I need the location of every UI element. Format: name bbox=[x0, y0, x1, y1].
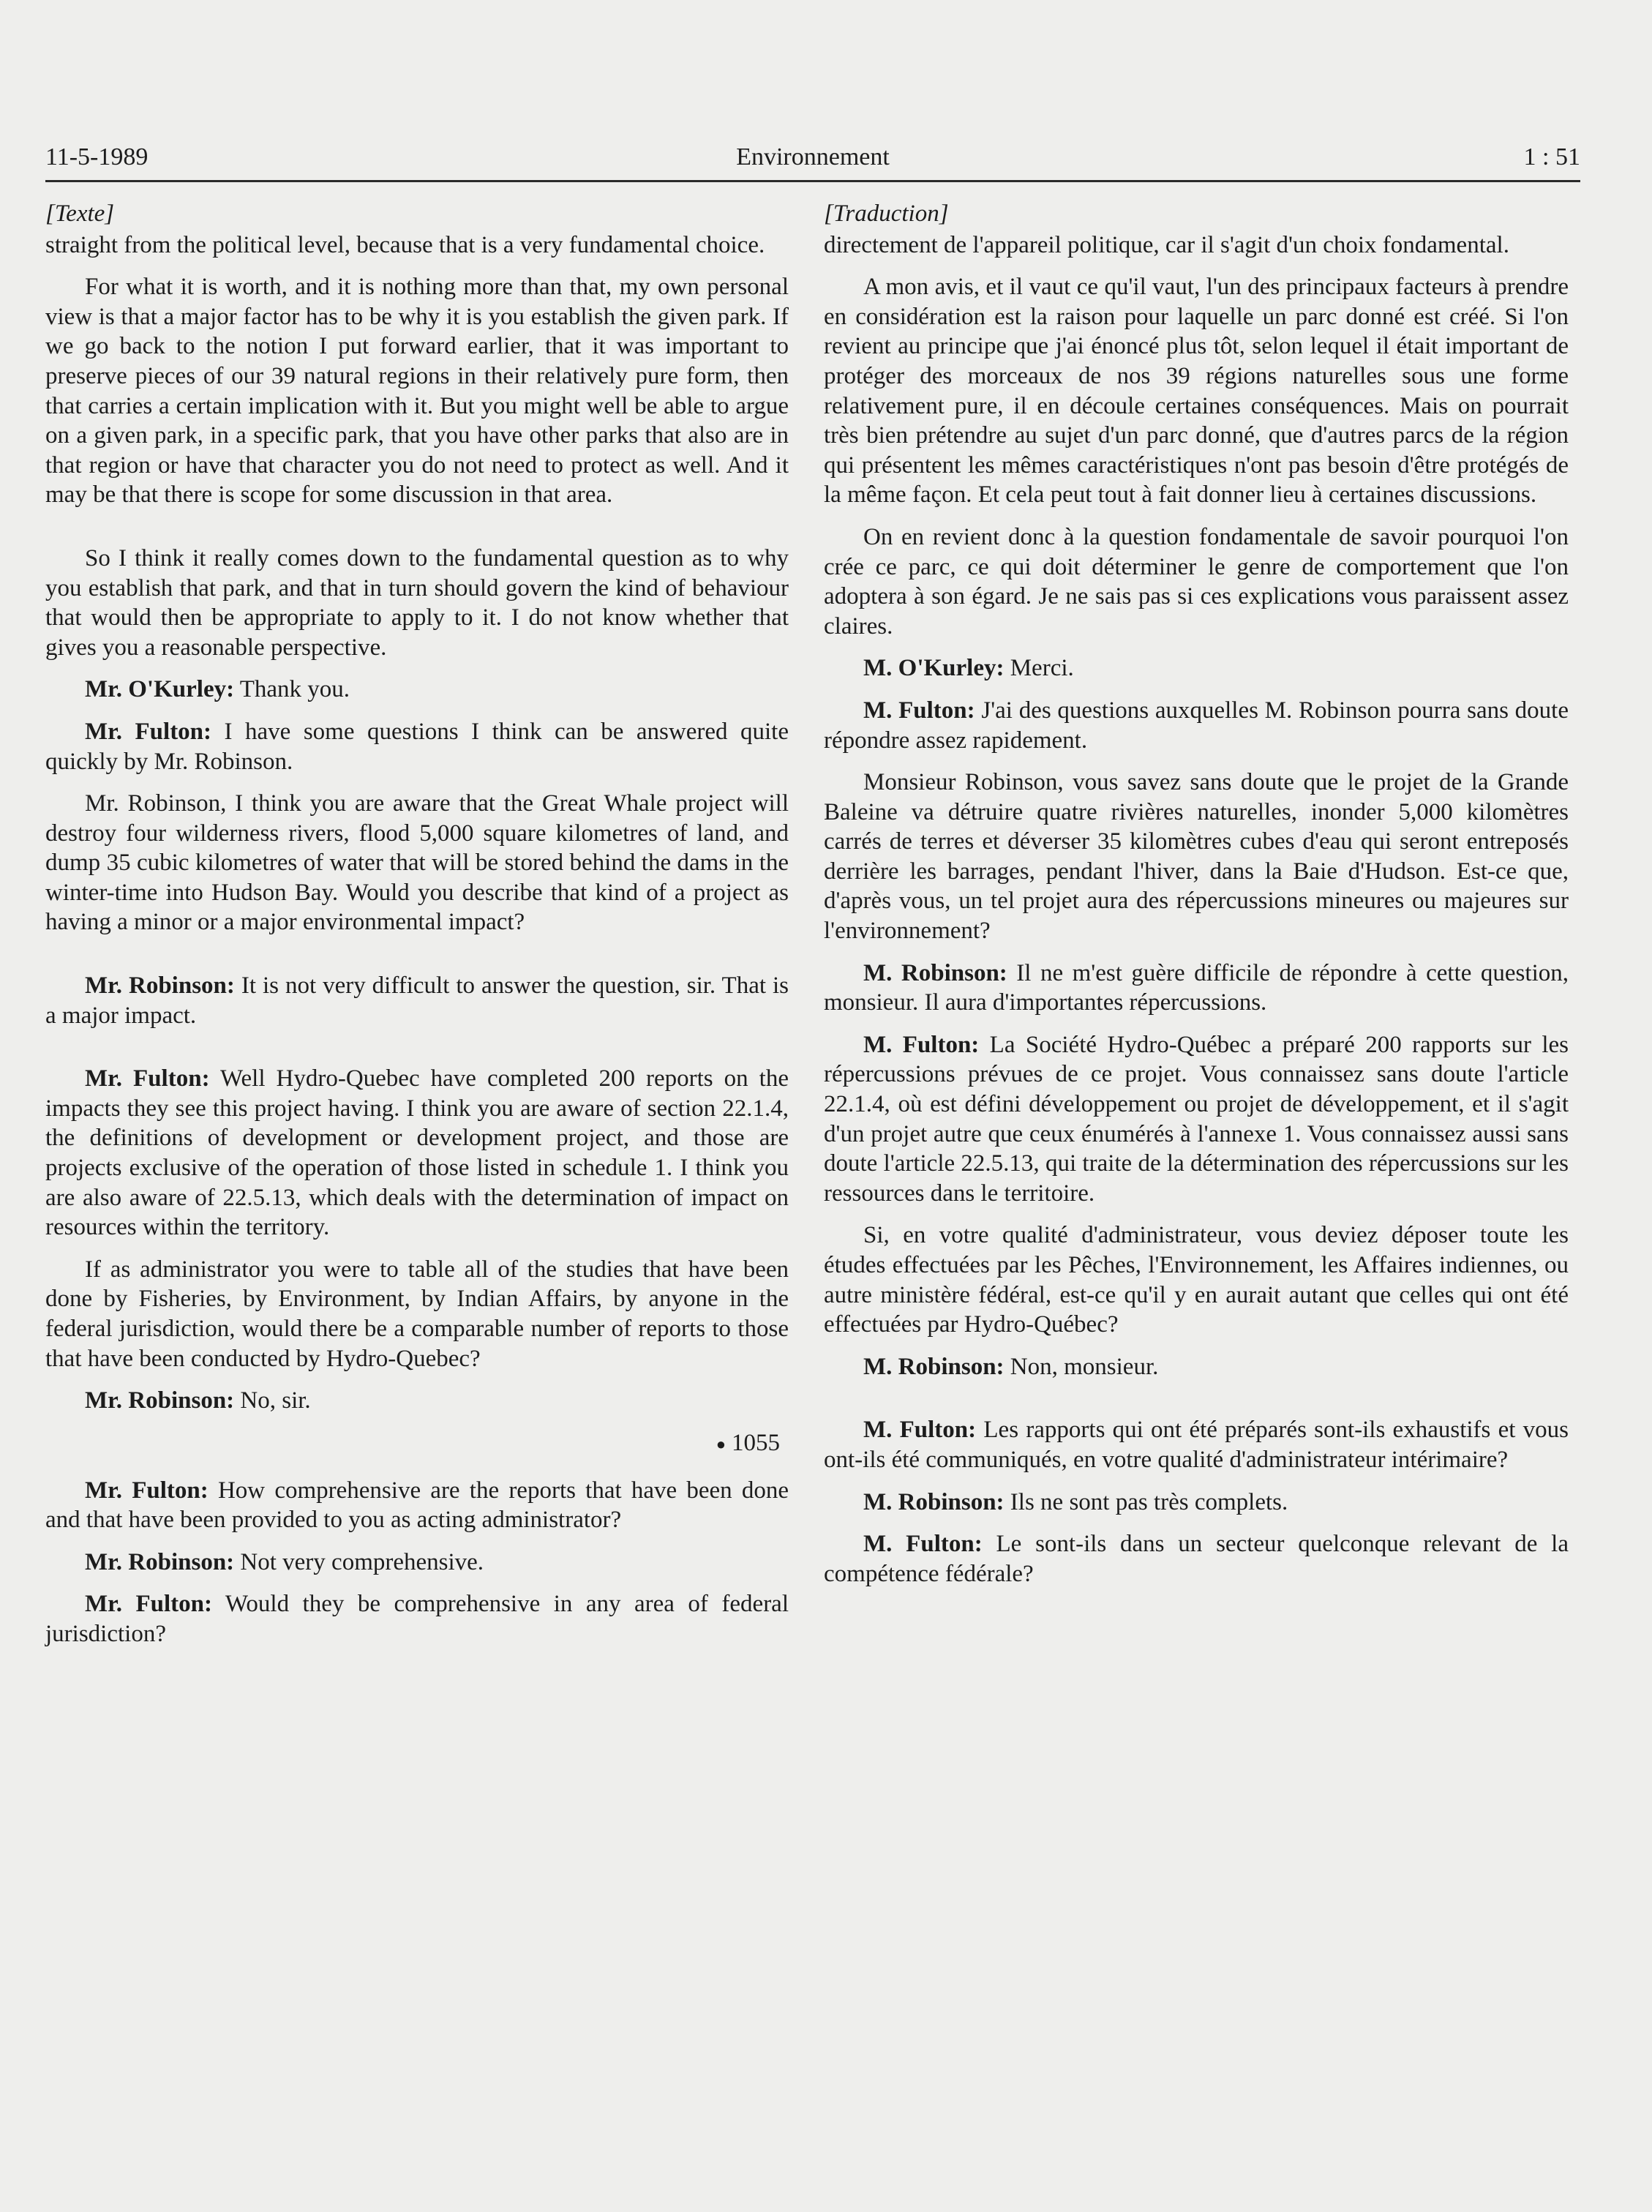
header-title: Environnement bbox=[736, 143, 890, 170]
left-column-english bbox=[45, 199, 789, 1661]
right-column-french bbox=[824, 199, 1569, 1601]
header-rule bbox=[45, 180, 1580, 182]
paragraph: Si, en votre qualité d'administrateur, vous deviez déposer toute les études effectuées par les Pêches, l'Environnement, les Affaires indiennes, ou autre ministère fédéral, est-ce qu'il y en aurait autant que celles qui ont été effectuées par Hydro-Québec? bbox=[824, 1222, 1569, 1338]
paragraph: So I think it really comes down to the fundamental question as to why you establish that park, and that in turn should govern the kind of behaviour that would then be appropriate to apply to it. I do not know whether that gives you a reasonable perspective. bbox=[45, 544, 789, 661]
speaker-name: Mr. Fulton: bbox=[85, 718, 212, 745]
paragraph: straight from the political level, because that is a very fundamental choice. bbox=[45, 231, 765, 258]
speaker-name: M. Fulton: bbox=[863, 1531, 983, 1558]
paragraph: A mon avis, et il vaut ce qu'il vaut, l'un des principaux facteurs à prendre en considération est la raison pour laquelle un parc donné est créé. Si l'on revient au principe que j'ai énoncé plus tôt, selon lequel il était important de protéger des morceaux de nos 39 régions naturelles sous une forme relativement pure, il en découle certaines conséquences. Mais on pourrait très bien prétendre au sujet d'un parc donné, que d'autres parcs de la région qui présentent les mêmes caractéristiques n'ont pas besoin d'être protégés de la même façon. Et cela peut tout à fait donner lieu à certaines discussions. bbox=[824, 274, 1569, 509]
speaker-turn: M. Robinson: Ils ne sont pas très complets. bbox=[863, 1488, 1288, 1515]
paragraph: If as administrator you were to table all of the studies that have been done by Fisheries, by Environment, by Indian Affairs, by anyone in the federal jurisdiction, would there be a comparable number of reports to those that have been conducted by Hydro-Quebec? bbox=[45, 1256, 789, 1372]
speaker-turn: Mr. O'Kurley: Thank you. bbox=[85, 676, 350, 703]
speaker-name: M. Fulton: bbox=[863, 697, 975, 724]
paragraph: For what it is worth, and it is nothing more than that, my own personal view is that a major factor has to be why it is you establish the given park. If we go back to the notion I put forward earlier, that it was important to preserve pieces of our 39 natural regions in their relatively pure form, then that carries a certain implication with it. But you might well be able to argue on a given park, in a specific park, that you have other parks that also are in that region or have that character you do not need to protect as well. And it may be that there is scope for some discussion in that area. bbox=[45, 274, 789, 509]
speaker-name: M. Robinson: bbox=[863, 1488, 1005, 1515]
speaker-name: Mr. Robinson: bbox=[85, 1387, 235, 1414]
left-column-label: [Texte] bbox=[45, 200, 115, 227]
speaker-turn: M. Fulton: La Société Hydro-Québec a préparé 200 rapports sur les répercussions prévues de ce projet. Vous connaissez sans doute l'article 22.1.4, où est défini développement ou projet de développement, et il s'agit d'un projet autre que ceux énumérés à l'annexe 1. Vous connaissez aussi sans doute l'article 22.5.13, qui traite de la détermination des répercussions sur les ressources dans le territoire. bbox=[824, 1031, 1569, 1207]
speaker-name: M. Fulton: bbox=[863, 1417, 977, 1444]
speaker-turn: Mr. Robinson: No, sir. bbox=[85, 1387, 311, 1414]
speaker-turn: M. Robinson: Non, monsieur. bbox=[863, 1353, 1159, 1380]
paragraph: Monsieur Robinson, vous savez sans doute que le projet de la Grande Baleine va détruire quatre rivières naturelles, inonder 5,000 kilomètres carrés de terres et déverser 35 kilomètres cubes d'eau qui seront entreposés derrière les barrages, pendant l'hiver, dans la Baie d'Hudson. Est-ce que, d'après vous, un tel projet aura des répercussions mineures ou majeures sur l'environnement? bbox=[824, 769, 1569, 945]
right-column-label: [Traduction] bbox=[824, 200, 949, 227]
speaker-turn: M. Fulton: J'ai des questions auxquelles M. Robinson pourra sans doute répondre assez rapidement. bbox=[824, 697, 1569, 754]
running-header bbox=[45, 139, 1580, 176]
speaker-turn: Mr. Fulton: How comprehensive are the reports that have been done and that have been provided to you as acting administrator? bbox=[45, 1477, 789, 1534]
speaker-name: M. O'Kurley: bbox=[863, 655, 1005, 682]
header-date: 11-5-1989 bbox=[45, 143, 149, 170]
speaker-name: Mr. Robinson: bbox=[85, 1548, 235, 1575]
speaker-turn: M. Robinson: Il ne m'est guère difficile de répondre à cette question, monsieur. Il aura d'importantes répercussions. bbox=[824, 959, 1569, 1016]
speaker-turn: M. Fulton: Les rapports qui ont été préparés sont-ils exhaustifs et vous ont-ils été communiqués, en votre qualité d'administrateur intérimaire? bbox=[824, 1417, 1569, 1473]
speaker-name: M. Fulton: bbox=[863, 1031, 980, 1058]
speaker-turn: Mr. Robinson: It is not very difficult to answer the question, sir. That is a major impact. bbox=[45, 972, 789, 1029]
speaker-name: Mr. Robinson: bbox=[85, 972, 235, 1000]
paragraph: directement de l'appareil politique, car il s'agit d'un choix fondamental. bbox=[824, 231, 1509, 258]
speaker-turn: Mr. Robinson: Not very comprehensive. bbox=[85, 1548, 484, 1575]
speaker-name: M. Robinson: bbox=[863, 1353, 1005, 1380]
header-page-number: 1 : 51 bbox=[1523, 143, 1580, 170]
speaker-name: Mr. Fulton: bbox=[85, 1477, 209, 1504]
speaker-name: Mr. Fulton: bbox=[85, 1591, 213, 1618]
speaker-turn: Mr. Fulton: Well Hydro-Quebec have completed 200 reports on the impacts they see this project having. I think you are aware of section 22.1.4, the definitions of development or development project, and those are projects exclusive of the operation of those listed in schedule 1. I think you are also aware of 22.5.13, which deals with the determination of impact on resources within the territory. bbox=[45, 1065, 789, 1241]
paragraph: Mr. Robinson, I think you are aware that the Great Whale project will destroy four wilderness rivers, flood 5,000 square kilometres of land, and dump 35 cubic kilometres of water that will be stored behind the dams in the winter-time into Hudson Bay. Would you describe that kind of a project as having a minor or a major environmental impact? bbox=[45, 790, 789, 936]
speaker-name: Mr. Fulton: bbox=[85, 1065, 210, 1092]
speaker-turn: M. O'Kurley: Merci. bbox=[863, 655, 1074, 682]
speaker-turn: M. Fulton: Le sont-ils dans un secteur quelconque relevant de la compétence fédérale? bbox=[824, 1531, 1569, 1587]
paragraph: On en revient donc à la question fondamentale de savoir pourquoi l'on crée ce parc, ce qui doit déterminer le genre de comportement que l'on adoptera à son égard. Je ne sais pas si ces explications vous paraissent assez claires. bbox=[824, 523, 1569, 640]
time-marker: ● 1055 bbox=[716, 1429, 780, 1456]
bullet-icon: ● bbox=[716, 1434, 726, 1453]
speaker-name: Mr. O'Kurley: bbox=[85, 676, 235, 703]
speaker-turn: Mr. Fulton: I have some questions I think can be answered quite quickly by Mr. Robinson. bbox=[45, 718, 789, 775]
speaker-turn: Mr. Fulton: Would they be comprehensive in any area of federal jurisdiction? bbox=[45, 1591, 789, 1647]
speaker-name: M. Robinson: bbox=[863, 959, 1007, 986]
